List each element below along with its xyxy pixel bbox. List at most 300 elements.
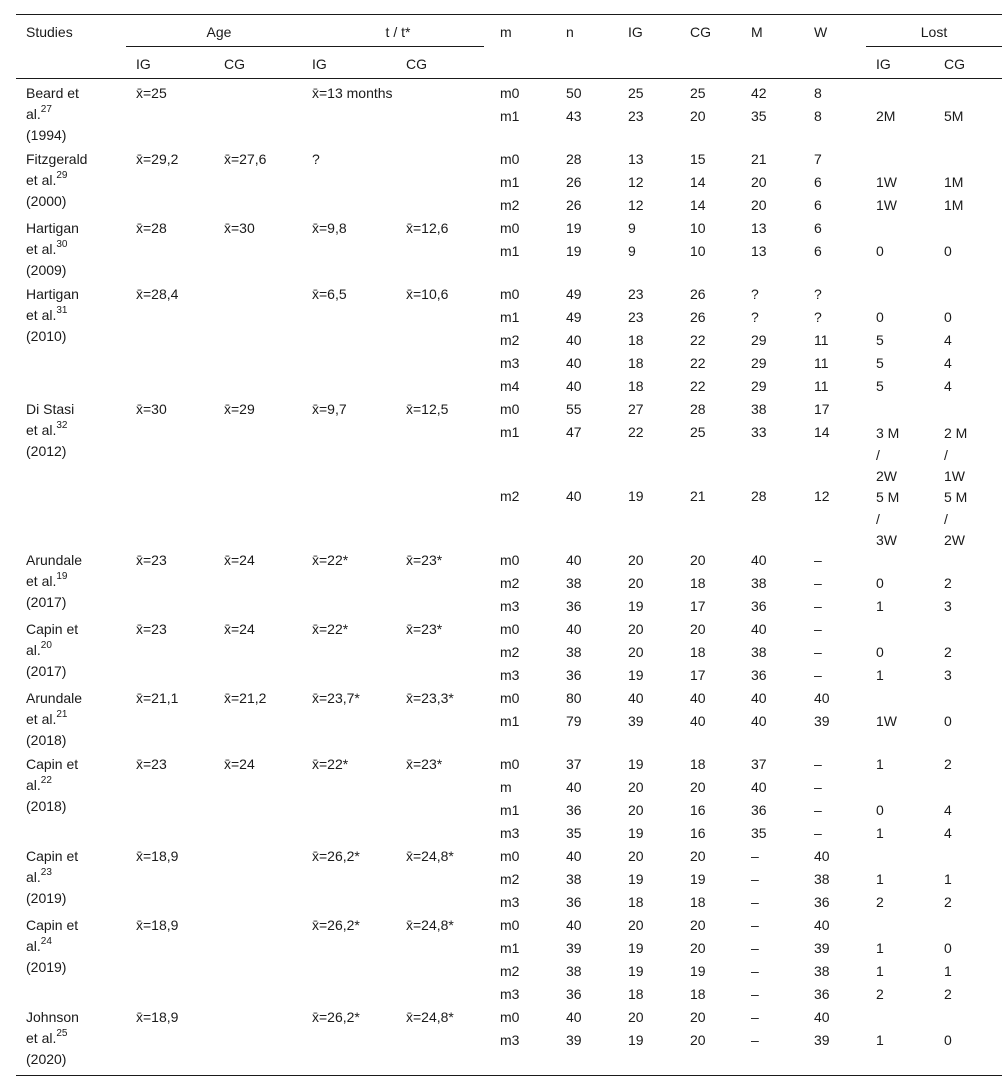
cell-age-ig: x̄=28 bbox=[136, 220, 167, 236]
cell-lost-cg: 0 bbox=[944, 243, 952, 259]
cell-m: m0 bbox=[500, 848, 520, 864]
cell-m: m2 bbox=[500, 871, 520, 887]
cell-age-ig: x̄=23 bbox=[136, 552, 167, 568]
cell-ig: 20 bbox=[628, 1009, 644, 1025]
cell-men: – bbox=[751, 940, 759, 956]
cell-cg: 19 bbox=[690, 871, 706, 887]
cell-men: – bbox=[751, 1009, 759, 1025]
cell-n: 37 bbox=[566, 756, 582, 772]
cell-ig: 23 bbox=[628, 108, 644, 124]
header-women: W bbox=[814, 24, 828, 40]
study-authors-suffix: et al. bbox=[26, 241, 57, 257]
cell-n: 40 bbox=[566, 378, 582, 394]
cell-age-ig: x̄=21,1 bbox=[136, 690, 179, 706]
cell-men: 38 bbox=[751, 575, 767, 591]
study-authors-suffix: et al. bbox=[26, 711, 57, 727]
study-authors-suffix: al. bbox=[26, 938, 41, 954]
cell-m: m3 bbox=[500, 355, 520, 371]
cell-cg: 15 bbox=[690, 151, 706, 167]
cell-t-cg: x̄=24,8* bbox=[406, 1009, 454, 1025]
cell-women: 36 bbox=[814, 894, 830, 910]
study-name-line2 bbox=[26, 641, 52, 659]
cell-women: 11 bbox=[814, 378, 829, 394]
cell-men: 20 bbox=[751, 174, 767, 190]
cell-lost-cg: 4 bbox=[944, 355, 952, 371]
cell-women: 11 bbox=[814, 355, 829, 371]
reference-number: 31 bbox=[56, 305, 68, 317]
header-ig: IG bbox=[628, 24, 643, 40]
cell-m: m2 bbox=[500, 575, 520, 591]
study-name-line1: Arundale bbox=[26, 690, 83, 706]
cell-ig: 12 bbox=[628, 197, 644, 213]
cell-men: 29 bbox=[751, 332, 767, 348]
study-name-line2 bbox=[26, 240, 67, 258]
cell-m: m1 bbox=[500, 713, 520, 729]
cell-men: 38 bbox=[751, 401, 767, 417]
cell-lost-cg: 1M bbox=[944, 197, 964, 213]
cell-ig: 20 bbox=[628, 779, 644, 795]
cell-age-ig: x̄=28,4 bbox=[136, 286, 179, 302]
reference-number: 20 bbox=[40, 640, 52, 652]
cell-women: – bbox=[814, 552, 822, 568]
cell-t-ig: x̄=22* bbox=[312, 552, 349, 568]
cell-n: 39 bbox=[566, 1032, 582, 1048]
cell-ig: 19 bbox=[628, 825, 644, 841]
cell-lost-cg: 5 M / 2W bbox=[944, 489, 968, 548]
study-name-line2 bbox=[26, 937, 52, 955]
cell-lost-ig: 1 bbox=[876, 940, 884, 956]
cell-women: – bbox=[814, 779, 822, 795]
study-name-line2 bbox=[26, 710, 67, 728]
cell-t-cg: x̄=24,8* bbox=[406, 848, 454, 864]
cell-cg: 40 bbox=[690, 690, 706, 706]
cell-n: 26 bbox=[566, 197, 582, 213]
cell-women: 39 bbox=[814, 940, 830, 956]
cell-n: 36 bbox=[566, 986, 582, 1002]
cell-ig: 27 bbox=[628, 401, 644, 417]
bottom-rule bbox=[16, 1075, 1002, 1076]
cell-m: m0 bbox=[500, 621, 520, 637]
cell-women: 8 bbox=[814, 108, 822, 124]
cell-age-cg: x̄=21,2 bbox=[224, 690, 267, 706]
cell-lost-cg: 0 bbox=[944, 713, 952, 729]
cell-cg: 20 bbox=[690, 1009, 706, 1025]
cell-m: m2 bbox=[500, 488, 520, 504]
cell-ig: 20 bbox=[628, 575, 644, 591]
study-authors-suffix: et al. bbox=[26, 1030, 57, 1046]
cell-men: 36 bbox=[751, 667, 767, 683]
cell-men: 40 bbox=[751, 713, 767, 729]
cell-ig: 23 bbox=[628, 309, 644, 325]
study-authors-suffix: et al. bbox=[26, 172, 57, 188]
cell-m: m2 bbox=[500, 963, 520, 979]
cell-women: – bbox=[814, 667, 822, 683]
cell-men: – bbox=[751, 848, 759, 864]
cell-women: 40 bbox=[814, 917, 830, 933]
subheader-t-ig: IG bbox=[312, 56, 327, 72]
cell-women: 39 bbox=[814, 713, 830, 729]
cell-men: 33 bbox=[751, 424, 767, 440]
cell-lost-cg: 1 bbox=[944, 871, 952, 887]
study-name-line1: Capin et bbox=[26, 756, 79, 772]
cell-cg: 25 bbox=[690, 424, 706, 440]
cell-lost-ig: 1 bbox=[876, 871, 884, 887]
cell-ig: 12 bbox=[628, 174, 644, 190]
cell-n: 40 bbox=[566, 917, 582, 933]
study-name-line1: Johnson bbox=[26, 1009, 79, 1025]
cell-n: 36 bbox=[566, 667, 582, 683]
study-authors-suffix: et al. bbox=[26, 307, 57, 323]
study-year: (2019) bbox=[26, 890, 67, 906]
cell-ig: 19 bbox=[628, 871, 644, 887]
cell-men: 29 bbox=[751, 355, 767, 371]
study-year: (2012) bbox=[26, 443, 67, 459]
cell-men: 37 bbox=[751, 756, 767, 772]
cell-men: ? bbox=[751, 309, 759, 325]
cell-m: m bbox=[500, 779, 512, 795]
cell-cg: 16 bbox=[690, 825, 706, 841]
cell-men: – bbox=[751, 986, 759, 1002]
cell-m: m3 bbox=[500, 598, 520, 614]
cell-men: 42 bbox=[751, 85, 767, 101]
cell-age-ig: x̄=18,9 bbox=[136, 1009, 179, 1025]
reference-number: 27 bbox=[40, 104, 52, 116]
cell-m: m0 bbox=[500, 220, 520, 236]
cell-lost-cg: 4 bbox=[944, 378, 952, 394]
cell-ig: 19 bbox=[628, 667, 644, 683]
cell-t-cg: x̄=10,6 bbox=[406, 286, 449, 302]
cell-m: m3 bbox=[500, 1032, 520, 1048]
cell-lost-ig: 0 bbox=[876, 309, 884, 325]
study-year: (2019) bbox=[26, 959, 67, 975]
cell-t-ig: x̄=26,2* bbox=[312, 917, 360, 933]
cell-lost-cg: 2 bbox=[944, 894, 952, 910]
cell-ig: 19 bbox=[628, 940, 644, 956]
cell-cg: 40 bbox=[690, 713, 706, 729]
cell-n: 40 bbox=[566, 332, 582, 348]
study-name-line1: Hartigan bbox=[26, 286, 79, 302]
cell-age-ig: x̄=29,2 bbox=[136, 151, 179, 167]
study-authors-suffix: et al. bbox=[26, 422, 57, 438]
cell-lost-ig: 1W bbox=[876, 197, 897, 213]
cell-n: 79 bbox=[566, 713, 582, 729]
age-group-rule bbox=[126, 46, 312, 47]
cell-n: 39 bbox=[566, 940, 582, 956]
cell-ig: 19 bbox=[628, 598, 644, 614]
cell-m: m1 bbox=[500, 108, 520, 124]
cell-cg: 18 bbox=[690, 575, 706, 591]
reference-number: 25 bbox=[56, 1028, 68, 1040]
cell-ig: 19 bbox=[628, 1032, 644, 1048]
cell-ig: 19 bbox=[628, 963, 644, 979]
cell-ig: 18 bbox=[628, 355, 644, 371]
header-studies: Studies bbox=[26, 24, 73, 40]
cell-men: 36 bbox=[751, 802, 767, 818]
cell-cg: 26 bbox=[690, 309, 706, 325]
cell-m: m1 bbox=[500, 309, 520, 325]
cell-men: – bbox=[751, 871, 759, 887]
reference-number: 23 bbox=[40, 867, 52, 879]
cell-women: – bbox=[814, 621, 822, 637]
cell-men: 13 bbox=[751, 220, 767, 236]
cell-ig: 19 bbox=[628, 756, 644, 772]
cell-n: 80 bbox=[566, 690, 582, 706]
cell-men: 29 bbox=[751, 378, 767, 394]
study-name-line2 bbox=[26, 105, 52, 123]
cell-cg: 20 bbox=[690, 848, 706, 864]
cell-lost-ig: 3 M / 2W bbox=[876, 425, 900, 484]
cell-lost-ig: 2M bbox=[876, 108, 896, 124]
cell-lost-cg: 1M bbox=[944, 174, 964, 190]
cell-cg: 20 bbox=[690, 108, 706, 124]
cell-t-cg: x̄=23* bbox=[406, 756, 443, 772]
cell-women: 17 bbox=[814, 401, 830, 417]
cell-men: 40 bbox=[751, 552, 767, 568]
cell-ig: 18 bbox=[628, 894, 644, 910]
study-name-line1: Beard et bbox=[26, 85, 79, 101]
cell-t-ig: x̄=23,7* bbox=[312, 690, 360, 706]
cell-women: 6 bbox=[814, 243, 822, 259]
cell-women: 40 bbox=[814, 848, 830, 864]
cell-age-cg: x̄=24 bbox=[224, 621, 255, 637]
cell-lost-ig: 1W bbox=[876, 713, 897, 729]
cell-men: 35 bbox=[751, 108, 767, 124]
cell-lost-cg: 2 bbox=[944, 986, 952, 1002]
study-name-line2 bbox=[26, 171, 67, 189]
cell-m: m3 bbox=[500, 986, 520, 1002]
cell-lost-cg: 2 M / 1W bbox=[944, 425, 968, 484]
cell-ig: 20 bbox=[628, 802, 644, 818]
cell-men: 28 bbox=[751, 488, 767, 504]
cell-t-cg: x̄=23* bbox=[406, 621, 443, 637]
cell-t-ig: ? bbox=[312, 151, 320, 167]
cell-ig: 18 bbox=[628, 986, 644, 1002]
cell-n: 38 bbox=[566, 644, 582, 660]
cell-women: – bbox=[814, 802, 822, 818]
cell-women: – bbox=[814, 575, 822, 591]
cell-cg: 18 bbox=[690, 894, 706, 910]
study-name-line1: Capin et bbox=[26, 621, 79, 637]
cell-t-ig: x̄=26,2* bbox=[312, 848, 360, 864]
cell-ig: 20 bbox=[628, 552, 644, 568]
cell-ig: 20 bbox=[628, 848, 644, 864]
cell-women: 8 bbox=[814, 85, 822, 101]
cell-ig: 40 bbox=[628, 690, 644, 706]
study-name-line1: Fitzgerald bbox=[26, 151, 88, 167]
cell-lost-cg: 2 bbox=[944, 575, 952, 591]
cell-lost-cg: 4 bbox=[944, 332, 952, 348]
cell-lost-ig: 1 bbox=[876, 963, 884, 979]
cell-women: 7 bbox=[814, 151, 822, 167]
cell-women: 40 bbox=[814, 690, 830, 706]
cell-men: 40 bbox=[751, 690, 767, 706]
cell-cg: 25 bbox=[690, 85, 706, 101]
subheader-lost-ig: IG bbox=[876, 56, 891, 72]
study-name-line2 bbox=[26, 306, 67, 324]
cell-women: – bbox=[814, 825, 822, 841]
cell-ig: 20 bbox=[628, 621, 644, 637]
cell-m: m0 bbox=[500, 552, 520, 568]
study-year: (1994) bbox=[26, 127, 67, 143]
cell-m: m2 bbox=[500, 332, 520, 348]
subheader-t-cg: CG bbox=[406, 56, 427, 72]
header-t: t / t* bbox=[385, 24, 411, 40]
cell-n: 19 bbox=[566, 243, 582, 259]
study-year: (2009) bbox=[26, 262, 67, 278]
study-year: (2010) bbox=[26, 328, 67, 344]
header-age: Age bbox=[206, 24, 232, 40]
cell-m: m0 bbox=[500, 917, 520, 933]
cell-women: 6 bbox=[814, 220, 822, 236]
cell-lost-cg: 3 bbox=[944, 598, 952, 614]
study-name-line1: Arundale bbox=[26, 552, 83, 568]
cell-lost-cg: 2 bbox=[944, 756, 952, 772]
header-men: M bbox=[751, 24, 763, 40]
cell-cg: 10 bbox=[690, 243, 706, 259]
cell-men: 21 bbox=[751, 151, 767, 167]
cell-cg: 22 bbox=[690, 332, 706, 348]
cell-lost-ig: 5 M / 3W bbox=[876, 489, 900, 548]
study-year: (2018) bbox=[26, 732, 67, 748]
cell-age-ig: x̄=23 bbox=[136, 756, 167, 772]
cell-m: m3 bbox=[500, 825, 520, 841]
cell-men: ? bbox=[751, 286, 759, 302]
cell-cg: 20 bbox=[690, 1032, 706, 1048]
cell-ig: 23 bbox=[628, 286, 644, 302]
cell-lost-ig: 0 bbox=[876, 644, 884, 660]
cell-n: 50 bbox=[566, 85, 582, 101]
cell-n: 43 bbox=[566, 108, 582, 124]
cell-ig: 19 bbox=[628, 488, 644, 504]
cell-m: m0 bbox=[500, 286, 520, 302]
cell-age-cg: x̄=24 bbox=[224, 552, 255, 568]
cell-m: m0 bbox=[500, 1009, 520, 1025]
study-year: (2020) bbox=[26, 1051, 67, 1067]
cell-n: 38 bbox=[566, 871, 582, 887]
cell-ig: 9 bbox=[628, 220, 636, 236]
cell-m: m0 bbox=[500, 756, 520, 772]
cell-m: m2 bbox=[500, 644, 520, 660]
cell-women: ? bbox=[814, 286, 822, 302]
cell-women: 40 bbox=[814, 1009, 830, 1025]
cell-lost-ig: 0 bbox=[876, 575, 884, 591]
cell-m: m2 bbox=[500, 197, 520, 213]
cell-n: 40 bbox=[566, 848, 582, 864]
study-name-line1: Hartigan bbox=[26, 220, 79, 236]
cell-n: 40 bbox=[566, 488, 582, 504]
cell-t-ig: x̄=26,2* bbox=[312, 1009, 360, 1025]
cell-lost-ig: 2 bbox=[876, 894, 884, 910]
cell-m: m0 bbox=[500, 401, 520, 417]
cell-women: 39 bbox=[814, 1032, 830, 1048]
header-bottom-rule bbox=[16, 78, 1002, 79]
cell-men: – bbox=[751, 963, 759, 979]
cell-women: 38 bbox=[814, 963, 830, 979]
reference-number: 22 bbox=[40, 775, 52, 787]
cell-lost-ig: 1 bbox=[876, 825, 884, 841]
cell-m: m1 bbox=[500, 940, 520, 956]
cell-age-ig: x̄=23 bbox=[136, 621, 167, 637]
cell-n: 36 bbox=[566, 894, 582, 910]
cell-n: 49 bbox=[566, 309, 582, 325]
reference-number: 30 bbox=[56, 239, 68, 251]
cell-n: 40 bbox=[566, 355, 582, 371]
lost-group-rule bbox=[866, 46, 1002, 47]
cell-women: 14 bbox=[814, 424, 830, 440]
studies-table bbox=[16, 14, 1002, 1076]
cell-lost-ig: 5 bbox=[876, 332, 884, 348]
cell-t-ig: x̄=6,5 bbox=[312, 286, 347, 302]
cell-n: 40 bbox=[566, 621, 582, 637]
study-name-line1: Capin et bbox=[26, 917, 79, 933]
cell-t-ig: x̄=9,8 bbox=[312, 220, 347, 236]
cell-lost-cg: 2 bbox=[944, 644, 952, 660]
cell-lost-ig: 1 bbox=[876, 667, 884, 683]
cell-lost-ig: 1 bbox=[876, 756, 884, 772]
subheader-lost-cg: CG bbox=[944, 56, 965, 72]
cell-lost-ig: 0 bbox=[876, 243, 884, 259]
cell-cg: 20 bbox=[690, 917, 706, 933]
cell-lost-ig: 1 bbox=[876, 1032, 884, 1048]
reference-number: 21 bbox=[56, 709, 68, 721]
cell-men: 35 bbox=[751, 825, 767, 841]
study-name-line2 bbox=[26, 1029, 67, 1047]
cell-m: m1 bbox=[500, 174, 520, 190]
header-n: n bbox=[566, 24, 574, 40]
study-authors-suffix: al. bbox=[26, 777, 41, 793]
cell-women: 36 bbox=[814, 986, 830, 1002]
cell-n: 36 bbox=[566, 598, 582, 614]
study-authors-suffix: al. bbox=[26, 642, 41, 658]
cell-m: m3 bbox=[500, 667, 520, 683]
cell-m: m1 bbox=[500, 424, 520, 440]
cell-men: – bbox=[751, 894, 759, 910]
cell-women: ? bbox=[814, 309, 822, 325]
cell-lost-cg: 4 bbox=[944, 802, 952, 818]
cell-cg: 16 bbox=[690, 802, 706, 818]
cell-ig: 18 bbox=[628, 378, 644, 394]
cell-cg: 22 bbox=[690, 355, 706, 371]
cell-age-cg: x̄=29 bbox=[224, 401, 255, 417]
header-m: m bbox=[500, 24, 512, 40]
cell-cg: 20 bbox=[690, 621, 706, 637]
cell-women: 11 bbox=[814, 332, 829, 348]
cell-t-cg: x̄=12,5 bbox=[406, 401, 449, 417]
cell-n: 28 bbox=[566, 151, 582, 167]
cell-age-ig: x̄=18,9 bbox=[136, 917, 179, 933]
cell-men: 36 bbox=[751, 598, 767, 614]
cell-lost-cg: 0 bbox=[944, 940, 952, 956]
cell-cg: 19 bbox=[690, 963, 706, 979]
cell-lost-ig: 2 bbox=[876, 986, 884, 1002]
cell-cg: 21 bbox=[690, 488, 706, 504]
t-group-rule bbox=[312, 46, 484, 47]
cell-t-ig: x̄=13 months bbox=[312, 85, 393, 101]
cell-n: 40 bbox=[566, 779, 582, 795]
cell-men: 38 bbox=[751, 644, 767, 660]
cell-lost-cg: 0 bbox=[944, 309, 952, 325]
cell-age-ig: x̄=25 bbox=[136, 85, 167, 101]
study-authors-suffix: et al. bbox=[26, 573, 57, 589]
study-name-line1: Capin et bbox=[26, 848, 79, 864]
cell-m: m0 bbox=[500, 151, 520, 167]
cell-age-cg: x̄=24 bbox=[224, 756, 255, 772]
cell-age-ig: x̄=18,9 bbox=[136, 848, 179, 864]
cell-n: 47 bbox=[566, 424, 582, 440]
cell-men: – bbox=[751, 1032, 759, 1048]
cell-t-cg: x̄=23* bbox=[406, 552, 443, 568]
subheader-age-ig: IG bbox=[136, 56, 151, 72]
